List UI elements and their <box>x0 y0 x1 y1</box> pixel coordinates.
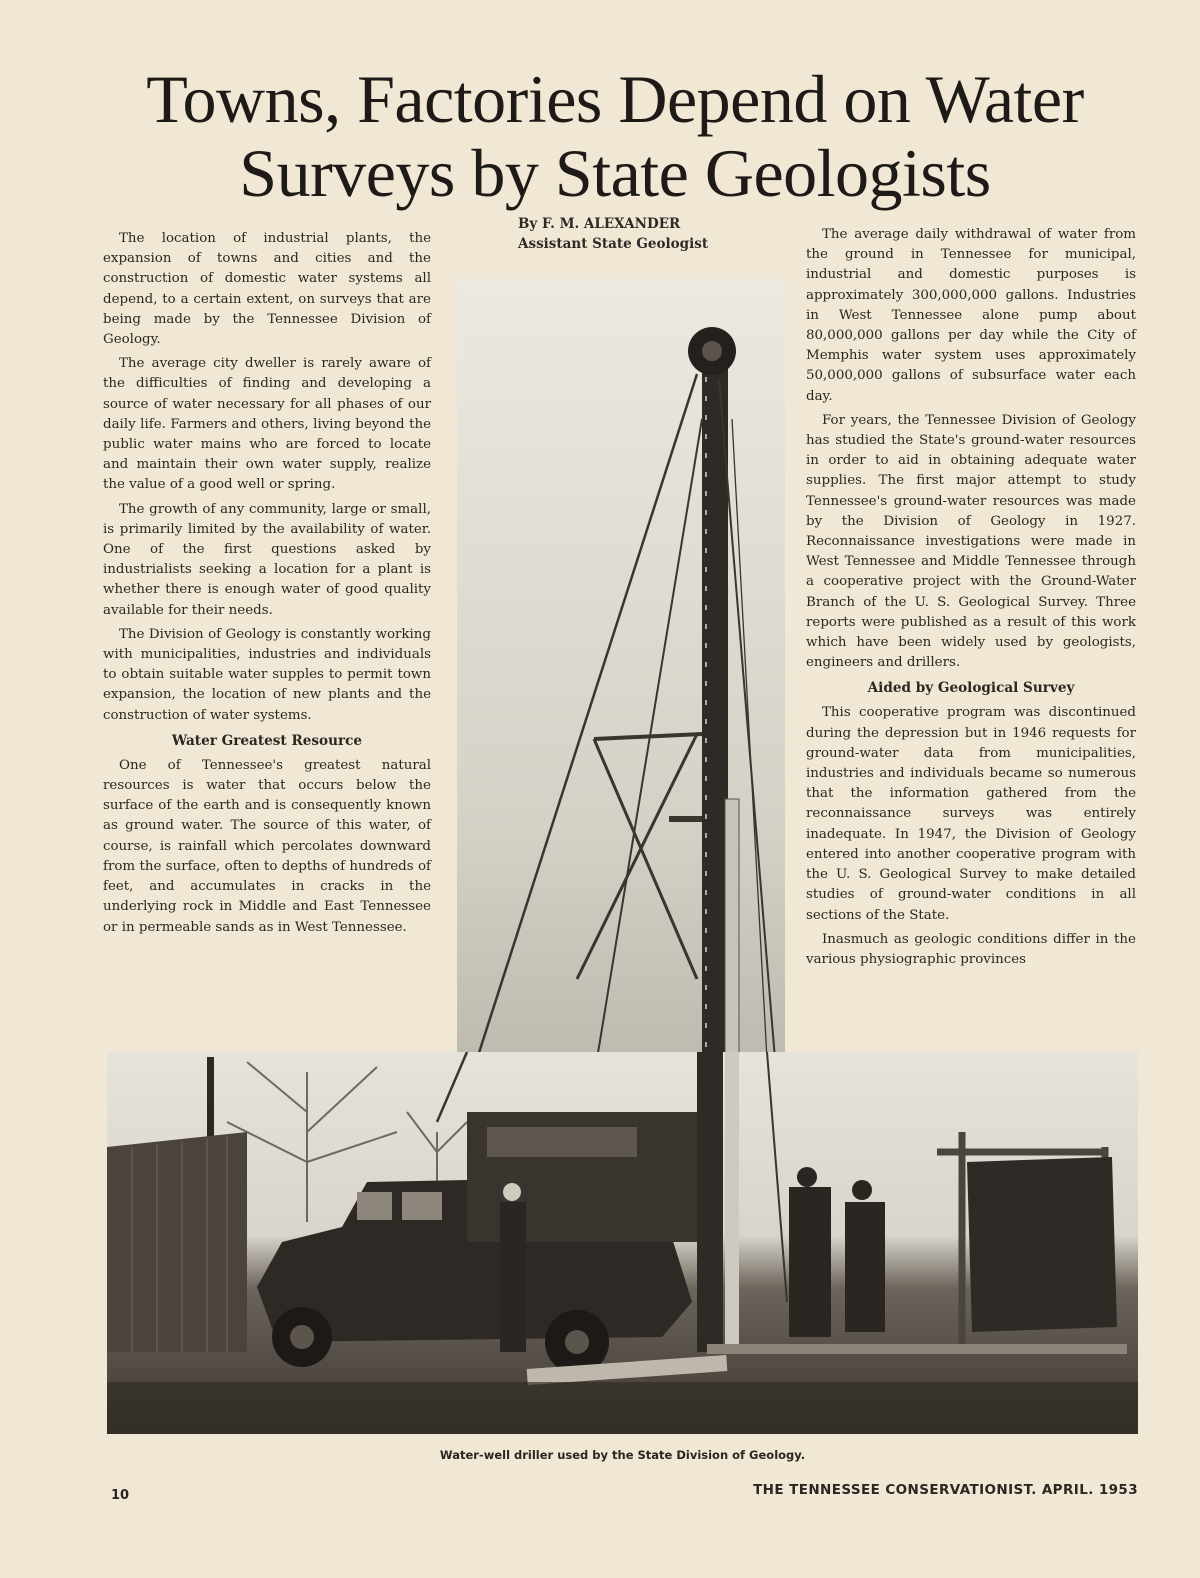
subheading: Water Greatest Resource <box>171 732 363 749</box>
byline <box>518 214 748 254</box>
page-number: 10 <box>111 1488 130 1503</box>
byline-author: By F. M. ALEXANDER <box>518 216 681 232</box>
photo-derrick-top <box>457 279 785 1059</box>
column-right <box>806 225 1136 974</box>
paragraph: For years, the Tennessee Division of Geology has studied the State's ground-water resources in order to aid in obtaining adequate water supplies. The first major attempt to study Tennessee's ground-water resources was made by the Division of Geology in 1927. Reconnaissance investigations were made in West Tennessee and Middle Tennessee through a cooperative project with the Ground-Water Branch of the U. S. Geological Survey. Three reports were published as a result of this work which have been widely used by geologists, engineers and drillers. <box>806 412 1136 671</box>
paragraph: One of Tennessee's greatest natural resources is water that occurs below the surface of the earth and is consequently known as ground water. The source of this water, of course, is rainfall which percolates downward from the surface, often to depths of hundreds of feet, and accumulates in cracks in the underlying rock in Middle and East Tennessee or in permeable sands as in West Tennessee. <box>103 757 431 935</box>
subheading: Aided by Geological Survey <box>867 680 1075 697</box>
paragraph: The location of industrial plants, the expansion of towns and cities and the construction of domestic water systems all depend, to a certain extent, on surveys that are being made by the Tennessee Division of Geology. <box>103 231 431 348</box>
article-title <box>0 62 1200 210</box>
column-left <box>103 229 431 942</box>
paragraph: Inasmuch as geologic conditions differ in the various physiographic provinces <box>806 931 1136 967</box>
title-line-1: Towns, Factories Depend on Water <box>146 61 1084 137</box>
title-line-2: Surveys by State Geologists <box>239 135 991 211</box>
paragraph: The Division of Geology is constantly working with municipalities, industries and individuals to obtain suitable water supples to permit town expansion, the location of new plants and the construction of water systems. <box>103 626 431 723</box>
paragraph: The average city dweller is rarely aware of the difficulties of finding and developing a source of water necessary for all phases of our daily life. Farmers and others, living beyond the public water mains who are forced to locate and maintain their own water supply, realize the value of a good well or spring. <box>103 356 431 493</box>
photo-drilling-site <box>107 1052 1138 1434</box>
byline-role: Assistant State Geologist <box>518 236 709 252</box>
paragraph: The growth of any community, large or small, is primarily limited by the availability of water. One of the first questions asked by industrialists seeking a location for a plant is whether there is enough water of good quality available for their needs. <box>103 501 431 618</box>
publication-footer: THE TENNESSEE CONSERVATIONIST. APRIL. 1953 <box>753 1482 1138 1498</box>
paragraph: The average daily withdrawal of water from the ground in Tennessee for municipal, industrial and domestic purposes is approximately 300,000,000 gallons. Industries in West Tennessee alone pump about 80,000,000 gallons per day while the City of Memphis water system uses approximately 50,000,000 gallons of subsurface water each day. <box>806 227 1136 404</box>
paragraph: This cooperative program was discontinued during the depression but in 1946 requests for ground-water data from municipalities, industries and individuals became so numerous that the information gathered from the reconnaissance surveys was entirely inadequate. In 1947, the Division of Geology entered into another cooperative program with the U. S. Geological Survey to make detailed studies of ground-water conditions in all sections of the State. <box>806 705 1136 923</box>
photo-caption: Water-well driller used by the State Division of Geology. <box>439 1448 806 1462</box>
